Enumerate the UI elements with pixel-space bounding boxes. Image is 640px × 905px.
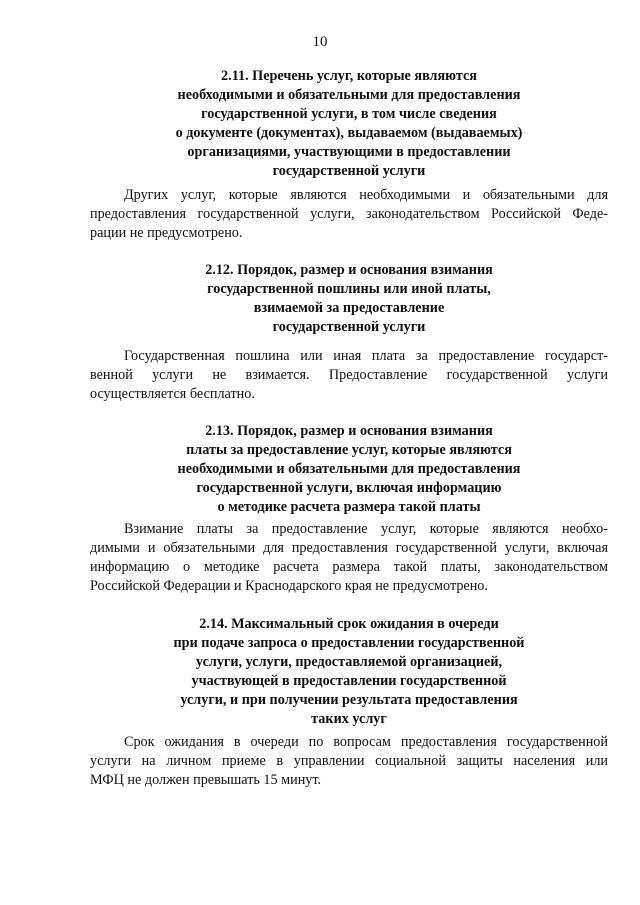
heading-line: необходимыми и обязательными для предоставления xyxy=(177,87,521,103)
heading-line: услуги, и при получении результата предоставления xyxy=(180,692,518,708)
paragraph-line: димыми и обязательными для предоставления государственной услуги, включая xyxy=(90,540,608,556)
section-2-13-paragraph xyxy=(90,520,608,596)
section-2-14-heading xyxy=(90,615,608,729)
heading-line: государственной пошлины или иной платы, xyxy=(207,281,491,297)
section-2-14-paragraph xyxy=(90,733,608,790)
heading-line: 2.11. Перечень услуг, которые являются xyxy=(221,68,477,84)
paragraph-line: предоставления государственной услуги, законодательством Российской Феде- xyxy=(90,206,608,222)
heading-line: при подаче запроса о предоставлении государственной xyxy=(173,635,525,651)
paragraph-line: Российской Федерации и Краснодарского края не предусмотрено. xyxy=(90,578,488,594)
paragraph-line: МФЦ не должен превышать 15 минут. xyxy=(90,772,322,788)
paragraph-line: Других услуг, которые являются необходимыми и обязательными для xyxy=(124,187,608,203)
heading-line: 2.14. Максимальный срок ожидания в очереди xyxy=(199,616,499,632)
section-2-12-paragraph xyxy=(90,347,608,404)
section-2-13-heading xyxy=(90,422,608,517)
heading-line: государственной услуги xyxy=(272,163,426,179)
section-2-12-heading xyxy=(90,261,608,337)
paragraph-line: услуги на личном приеме в управлении социальной защиты населения или xyxy=(90,753,608,769)
heading-line: о документе (документах), выдаваемом (выдаваемых) xyxy=(175,125,523,141)
paragraph-line: рации не предусмотрено. xyxy=(90,225,243,241)
section-2-11-paragraph xyxy=(90,186,608,243)
heading-line: услуги, услуги, предоставляемой организацией, xyxy=(195,654,503,670)
paragraph-line: венной услуги не взимается. Предоставление государственной услуги xyxy=(90,367,608,383)
heading-line: взимаемой за предоставление xyxy=(253,300,445,316)
heading-line: о методике расчета размера такой платы xyxy=(217,499,481,515)
heading-line: платы за предоставление услуг, которые являются xyxy=(186,442,512,458)
heading-line: таких услуг xyxy=(311,711,387,727)
section-2-11-heading xyxy=(90,67,608,181)
paragraph-line: Взимание платы за предоставление услуг, которые являются необхо- xyxy=(124,521,608,537)
paragraph-line: информацию о методике расчета размера такой платы, законодательством xyxy=(90,559,608,575)
heading-line: 2.13. Порядок, размер и основания взимания xyxy=(205,423,493,439)
heading-line: необходимыми и обязательными для предоставления xyxy=(177,461,521,477)
heading-line: государственной услуги, включая информацию xyxy=(196,480,502,496)
paragraph-line: осуществляется бесплатно. xyxy=(90,386,255,402)
paragraph-line: Срок ожидания в очереди по вопросам предоставления государственной xyxy=(124,734,608,750)
page-number: 10 xyxy=(312,34,328,50)
heading-line: государственной услуги, в том числе сведения xyxy=(201,106,497,122)
heading-line: 2.12. Порядок, размер и основания взимания xyxy=(205,262,493,278)
paragraph-line: Государственная пошлина или иная плата за предоставление государст- xyxy=(124,348,608,364)
heading-line: государственной услуги xyxy=(272,319,426,335)
heading-line: участвующей в предоставлении государственной xyxy=(191,673,507,689)
heading-line: организациями, участвующими в предоставлении xyxy=(187,144,511,160)
